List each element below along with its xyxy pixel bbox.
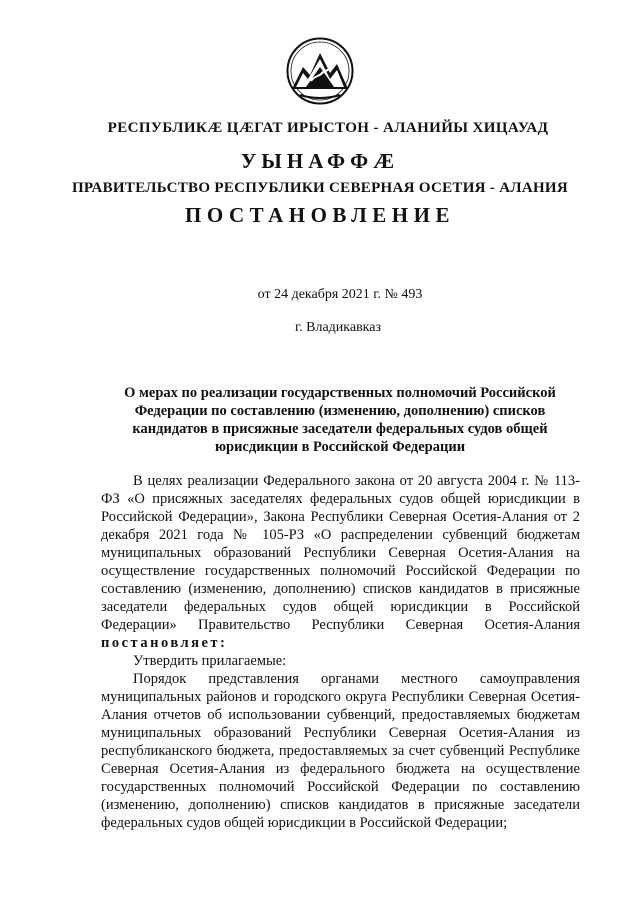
body-paragraph-1 (101, 472, 580, 652)
decree-title: О мерах по реализации государственных полномочий Российской Федерации по составлению (изменению, дополнению) списков кандидатов в присяжные заседатели федеральных судов общей юрисдикции в Российской Федерации (124, 385, 556, 455)
body-paragraph-2: Утвердить прилагаемые: (133, 653, 287, 669)
header-ossetian-decree: УЫНАФФÆ (240, 149, 400, 173)
decree-city: г. Владикавказ (294, 320, 382, 335)
body-paragraph-3: Порядок представления органами местного самоуправления муниципальных районов и городского округа Республики Северная Осетия-Алания отчетов об использовании субвенций, предоставляемых бюджетам муниципальных образований Республики Северная Осетия-Алания из республиканского бюджета, предоставляемых за счет субвенций Республике Северная Осетия-Алания из федерального бюджета на осуществление государственных полномочий Российской Федерации по составлению (изменению, дополнению) списков кандидатов в присяжные заседатели федеральных судов общей юрисдикции в Российской Федерации; (101, 671, 580, 831)
decree-body (101, 472, 580, 832)
header-ossetian-republic: РЕСПУБЛИКÆ ЦÆГАТ ИРЫСТОН - АЛАНИЙЫ ХИЦАУАД (107, 120, 549, 136)
paragraph-1-text: В целях реализации Федерального закона от 20 августа 2004 г. № 113-ФЗ «О присяжных заседателях федеральных судов общей юрисдикции в Российской Федерации», Закона Республики Северная Осетия-Алания от 2 декабря 2021 года № 105-РЗ «О распределении субвенций бюджетам муниципальных образований Республики Северная Осетия-Алания на осуществление государственных полномочий Российской Федерации по составлению (изменению, дополнению) списков кандидатов в присяжные заседатели федеральных судов общей юрисдикции в Российской Федерации» Правительство Республики Северная Осетия-Алания (101, 473, 580, 633)
header-russian-government: ПРАВИТЕЛЬСТВО РЕСПУБЛИКИ СЕВЕРНАЯ ОСЕТИЯ - АЛАНИЯ (71, 180, 569, 196)
coat-of-arms-icon (286, 37, 354, 105)
header-russian-decree: ПОСТАНОВЛЕНИЕ (185, 203, 455, 227)
resolves-word: постановляет: (101, 635, 228, 651)
decree-date-number: от 24 декабря 2021 г. № 493 (257, 287, 423, 302)
